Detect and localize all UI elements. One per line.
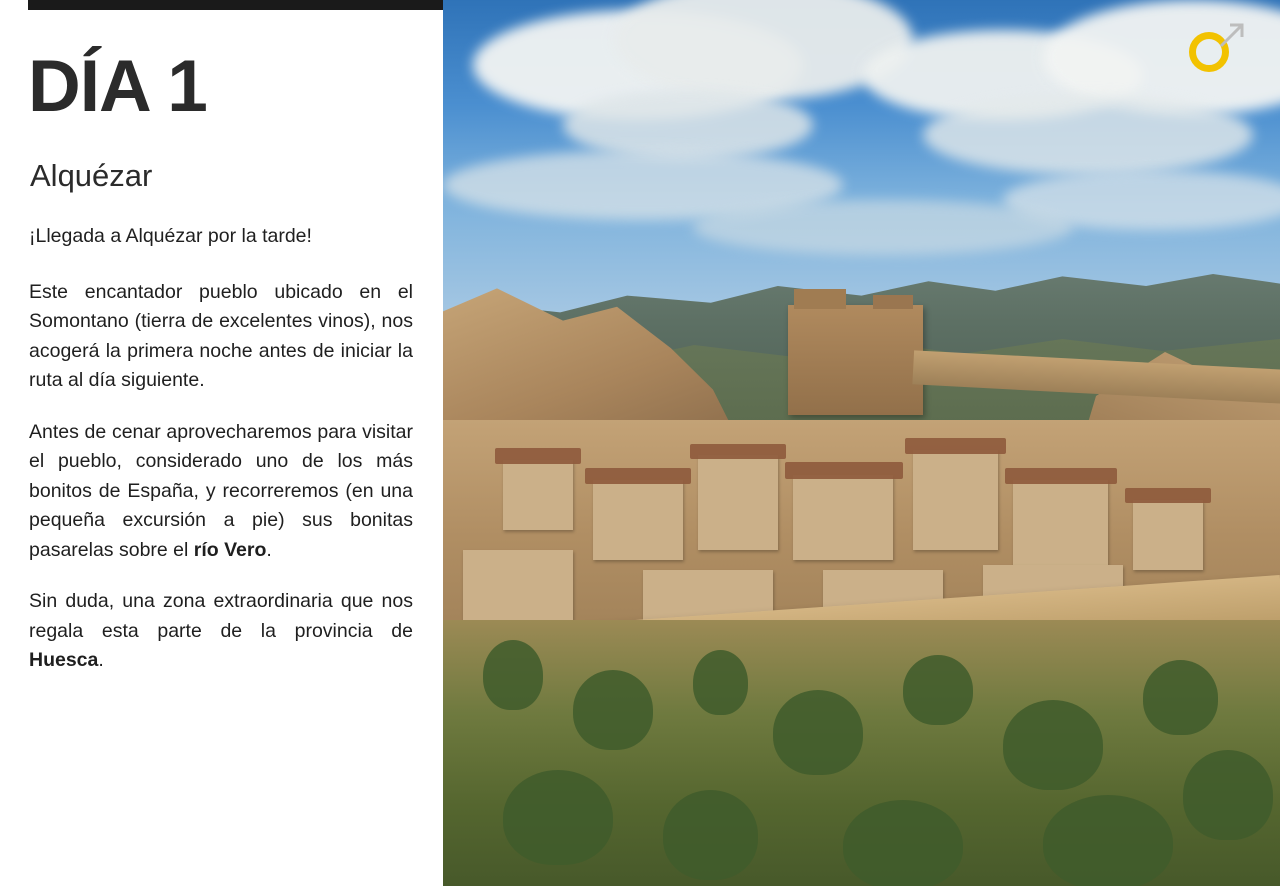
cloud — [923, 95, 1253, 175]
house — [698, 455, 778, 550]
roof — [905, 438, 1006, 454]
tree — [693, 650, 748, 715]
roof — [690, 444, 786, 459]
roof — [1125, 488, 1211, 503]
paragraph-intro: ¡Llegada a Alquézar por la tarde! — [29, 225, 312, 247]
tree — [503, 770, 613, 865]
cloud — [563, 90, 813, 160]
house — [503, 460, 573, 530]
tree — [1043, 795, 1173, 886]
house — [1133, 500, 1203, 570]
tree — [483, 640, 543, 710]
paragraph-2-text: Antes de cenar aprovecharemos para visitar el pueblo, considerado uno de los más bonitos de España, y recorreremos (en una pequeña excursión a pie) sus bonitas pasarelas sobre el — [29, 420, 413, 561]
hillside-vegetation — [443, 620, 1280, 886]
collegiate-castle — [788, 305, 923, 415]
roof — [1005, 468, 1117, 484]
logo-arrow-icon — [1219, 22, 1245, 48]
roof — [495, 448, 581, 464]
paragraph-3-text: Sin duda, una zona extraordinaria que nos regala esta parte de la provincia de — [29, 590, 413, 642]
brand-logo — [1189, 22, 1247, 80]
house — [913, 450, 998, 550]
paragraph-2-period: . — [266, 538, 272, 561]
house — [463, 550, 573, 620]
tree — [1183, 750, 1273, 840]
cloud — [693, 200, 1073, 255]
paragraph-1: Este encantador pueblo ubicado en el Somontano (tierra de excelentes vinos), nos acogerá la primera noche antes de iniciar la ruta al día siguiente. — [29, 280, 413, 391]
house — [793, 475, 893, 560]
title-rule — [28, 0, 443, 10]
tree — [573, 670, 653, 750]
tree — [773, 690, 863, 775]
paragraph-3-period: . — [98, 649, 104, 671]
paragraph-3 — [29, 587, 413, 676]
tree — [843, 800, 963, 886]
tree — [663, 790, 758, 880]
roof — [785, 462, 903, 479]
highlight-province: Huesca — [29, 649, 99, 671]
scenery-photo — [443, 0, 1280, 886]
tree — [903, 655, 973, 725]
tree — [1003, 700, 1103, 790]
paragraph-2 — [29, 418, 413, 566]
tree — [1143, 660, 1218, 735]
text-column — [0, 0, 443, 886]
page-title: DÍA 1 — [28, 46, 207, 127]
body-copy — [29, 222, 413, 676]
page-subtitle: Alquézar — [30, 158, 153, 193]
house — [1013, 480, 1108, 565]
roof — [585, 468, 691, 484]
house — [593, 480, 683, 560]
highlight-river: río Vero — [193, 538, 267, 561]
